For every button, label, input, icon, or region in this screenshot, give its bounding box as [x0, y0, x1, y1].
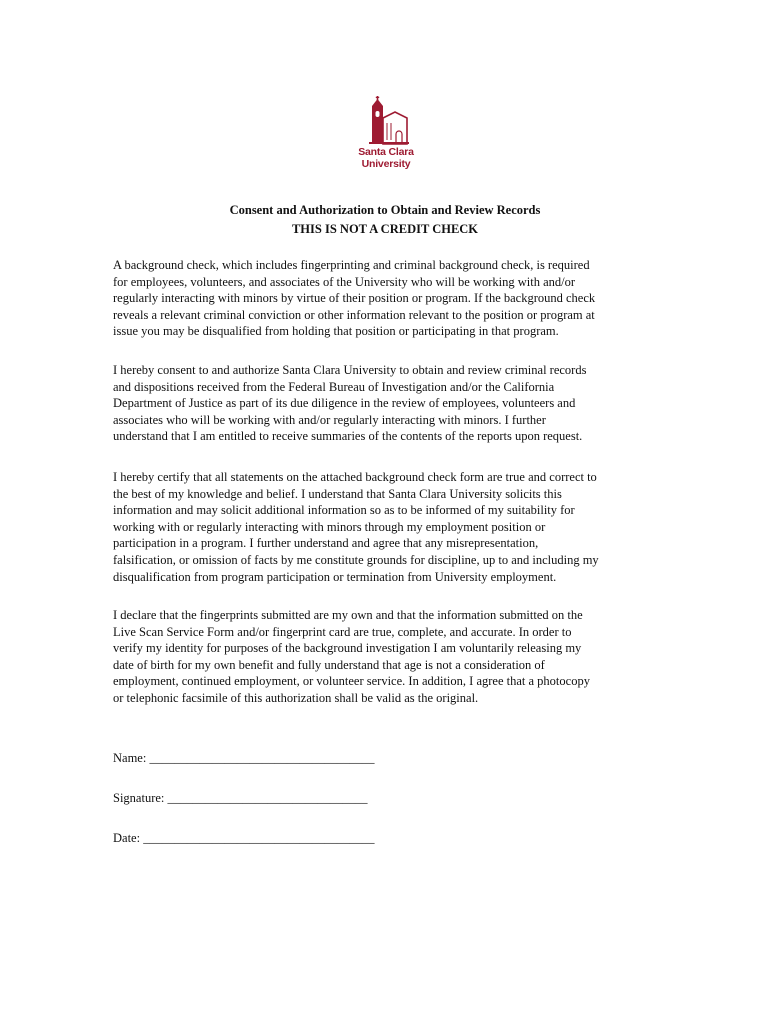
paragraph-declaration: I declare that the fingerprints submitted are my own and that the information submitted on the Live Scan Service Form and/or fingerprint card are true, complete, and accurate. In order to verify my identity for purposes of the background investigation I am voluntarily releasing my date of birth for my own benefit and fully understand that age is not a consideration of employment, continued employment, or volunteer service. In addition, I agree that a photocopy or telephonic facsimile of this authorization shall be valid as the original.	[113, 608, 590, 705]
logo-wordmark	[355, 146, 417, 170]
paragraph-background-check: A background check, which includes fingerprinting and criminal background check, is required for employees, volunteers, and associates of the University who will be working with and/or regularly interacting with minors by virtue of their position or program. If the background check reveals a relevant criminal conviction or other information relevant to the position or program at issue you may be disqualified from holding that position or participating in that program.	[113, 258, 596, 339]
logo-line-2: University	[361, 158, 411, 170]
name-field[interactable]: Name: ____________________________________	[113, 751, 375, 765]
mission-church-icon	[361, 96, 411, 146]
paragraph-certification: I hereby certify that all statements on the attached background check form are true and correct to the best of my knowledge and belief. I understand that Santa Clara University solicits this information and may solicit additional information so as to be informed of my suitability for working with or regularly interacting with minors through my employment position or participation in a program. I further understand and agree that any misrepresentation, falsification, or omission of facts by me constitute grounds for discipline, up to and including my disqualification from program participation or termination from University employment.	[113, 470, 599, 584]
document-subtitle: THIS IS NOT A CREDIT CHECK	[291, 222, 479, 236]
paragraph-consent: I hereby consent to and authorize Santa Clara University to obtain and review criminal records and dispositions received from the Federal Bureau of Investigation and/or the California Department of Justice as part of its due diligence in the review of employees, volunteers and associates who will be working with and/or regularly interacting with minors. I further understand that I am entitled to receive summaries of the contents of the reports upon request.	[113, 363, 587, 444]
signature-field[interactable]: Signature: ________________________________	[113, 791, 368, 805]
university-logo	[355, 96, 417, 174]
date-field[interactable]: Date: _____________________________________	[113, 831, 375, 845]
logo-line-1: Santa Clara	[358, 146, 414, 158]
document-title: Consent and Authorization to Obtain and Review Records	[229, 203, 541, 217]
